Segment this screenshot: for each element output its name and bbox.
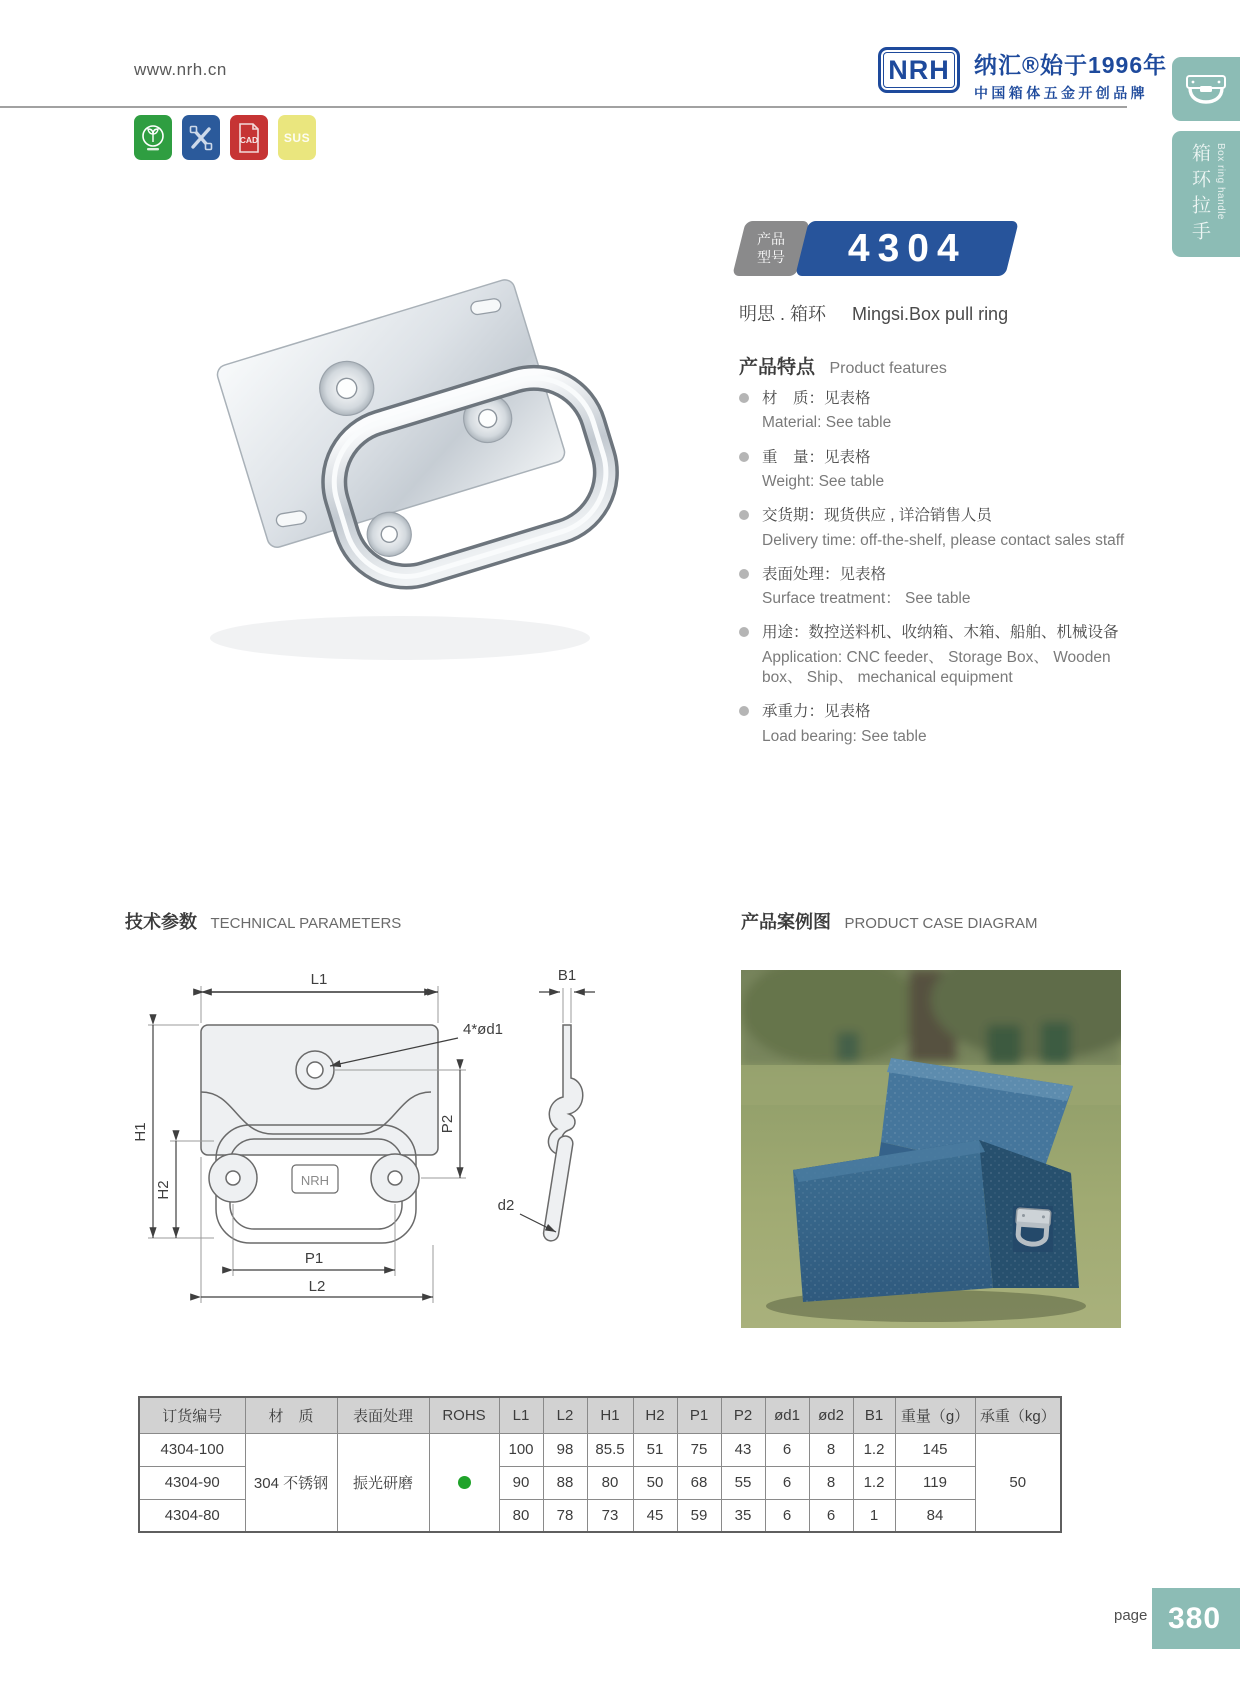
header-divider <box>0 106 1127 108</box>
svg-text:B1: B1 <box>557 967 577 984</box>
tab-label-cn: 箱环拉手 <box>1189 143 1210 247</box>
bullet-icon <box>739 627 749 637</box>
model-tag-line2: 型号 <box>757 248 785 265</box>
eco-icon <box>134 115 172 160</box>
category-tab-handle-icon[interactable] <box>1172 57 1240 121</box>
svg-text:H2: H2 <box>155 1180 172 1200</box>
cad-icon <box>230 115 268 160</box>
sus-label: SUS <box>283 130 311 145</box>
svg-text:CAD: CAD <box>239 134 259 145</box>
feature-item: 用途：数控送料机、收纳箱、木箱、船舶、机械设备 Application: CNC feeder、 Storage Box、 Wooden box、 Ship、 mechanical equipment <box>739 622 1129 688</box>
tech-params-header: 技术参数 TECHNICAL PARAMETERS <box>125 912 402 932</box>
svg-text:H1: H1 <box>132 1122 149 1142</box>
features-title-en: Product features <box>829 360 947 377</box>
brand-logo <box>878 47 1167 103</box>
feature-item: 交货期：现货供应 , 详洽销售人员 Delivery time: off-the-shelf, please contact sales staff <box>739 505 1129 551</box>
sus-icon <box>278 115 316 160</box>
model-number: 4304 <box>847 226 967 270</box>
tools-icon <box>182 115 220 160</box>
product-name-cn: 明思 . 箱环 <box>739 304 827 324</box>
case-diagram-header: 产品案例图 PRODUCT CASE DIAGRAM <box>741 912 1038 932</box>
case-photo <box>741 970 1121 1328</box>
svg-text:NRH: NRH <box>300 1173 330 1188</box>
technical-drawing <box>108 940 688 1345</box>
bullet-icon <box>739 452 749 462</box>
category-tab-box-ring-handle[interactable] <box>1172 131 1240 257</box>
website-link[interactable]: www.nrh.cn <box>134 60 227 79</box>
nrh-logo-icon <box>878 47 960 93</box>
tab-label-en: Box ring handle <box>1215 143 1226 220</box>
product-name-en: Mingsi.Box pull ring <box>852 304 1009 324</box>
model-tag-line1: 产品 <box>757 231 785 247</box>
table-row: 4304-100 304 不锈钢 振光研磨 100 98 85.5 51 75 43 6 8 1.2 145 50 <box>139 1433 1061 1466</box>
features-title-cn: 产品特点 <box>739 357 816 378</box>
svg-text:P1: P1 <box>304 1250 324 1267</box>
product-name <box>739 300 1008 326</box>
svg-text:4*ød1: 4*ød1 <box>463 1021 504 1038</box>
features-title <box>739 352 947 379</box>
cert-badges <box>134 115 316 160</box>
rohs-pass-icon <box>458 1476 471 1489</box>
svg-text:L1: L1 <box>310 971 328 988</box>
page-label: page <box>1114 1607 1148 1624</box>
brand-slogan: 纳汇®始于1996年 <box>974 52 1168 78</box>
features-list <box>739 388 1129 760</box>
svg-text:P2: P2 <box>439 1114 456 1134</box>
brand-text <box>974 47 1167 103</box>
model-number-banner <box>795 221 1019 276</box>
svg-text:d2: d2 <box>497 1197 515 1214</box>
table-header-row: 订货编号 材 质 表面处理 ROHS L1 L2 H1 H2 P1 P2 ød1 ød2 B1 重量（g） 承重（kg） <box>139 1397 1061 1433</box>
product-photo <box>140 248 640 678</box>
rohs-cell <box>429 1433 499 1532</box>
brand-subtitle: 中国箱体五金开创品牌 <box>974 85 1148 101</box>
bullet-icon <box>739 393 749 403</box>
logo-text: NRH <box>888 54 950 85</box>
svg-text:L2: L2 <box>308 1278 326 1295</box>
spec-table <box>138 1396 1062 1533</box>
bullet-icon <box>739 510 749 520</box>
box-handle-icon <box>1184 71 1228 107</box>
page-number: 380 <box>1168 1601 1222 1635</box>
bullet-icon <box>739 706 749 716</box>
table-row: 4304-80 80 78 73 45 59 35 6 6 1 84 <box>139 1499 1061 1532</box>
feature-item: 重 量：见表格 Weight: See table <box>739 447 1129 493</box>
bullet-icon <box>739 569 749 579</box>
page-number-badge <box>1152 1588 1240 1649</box>
table-row: 4304-90 90 88 80 50 68 55 6 8 1.2 119 <box>139 1466 1061 1499</box>
feature-item: 表面处理：见表格 Surface treatment： See table <box>739 564 1129 610</box>
feature-item: 承重力：见表格 Load bearing: See table <box>739 701 1129 747</box>
feature-item: 材 质：见表格 Material: See table <box>739 388 1129 434</box>
